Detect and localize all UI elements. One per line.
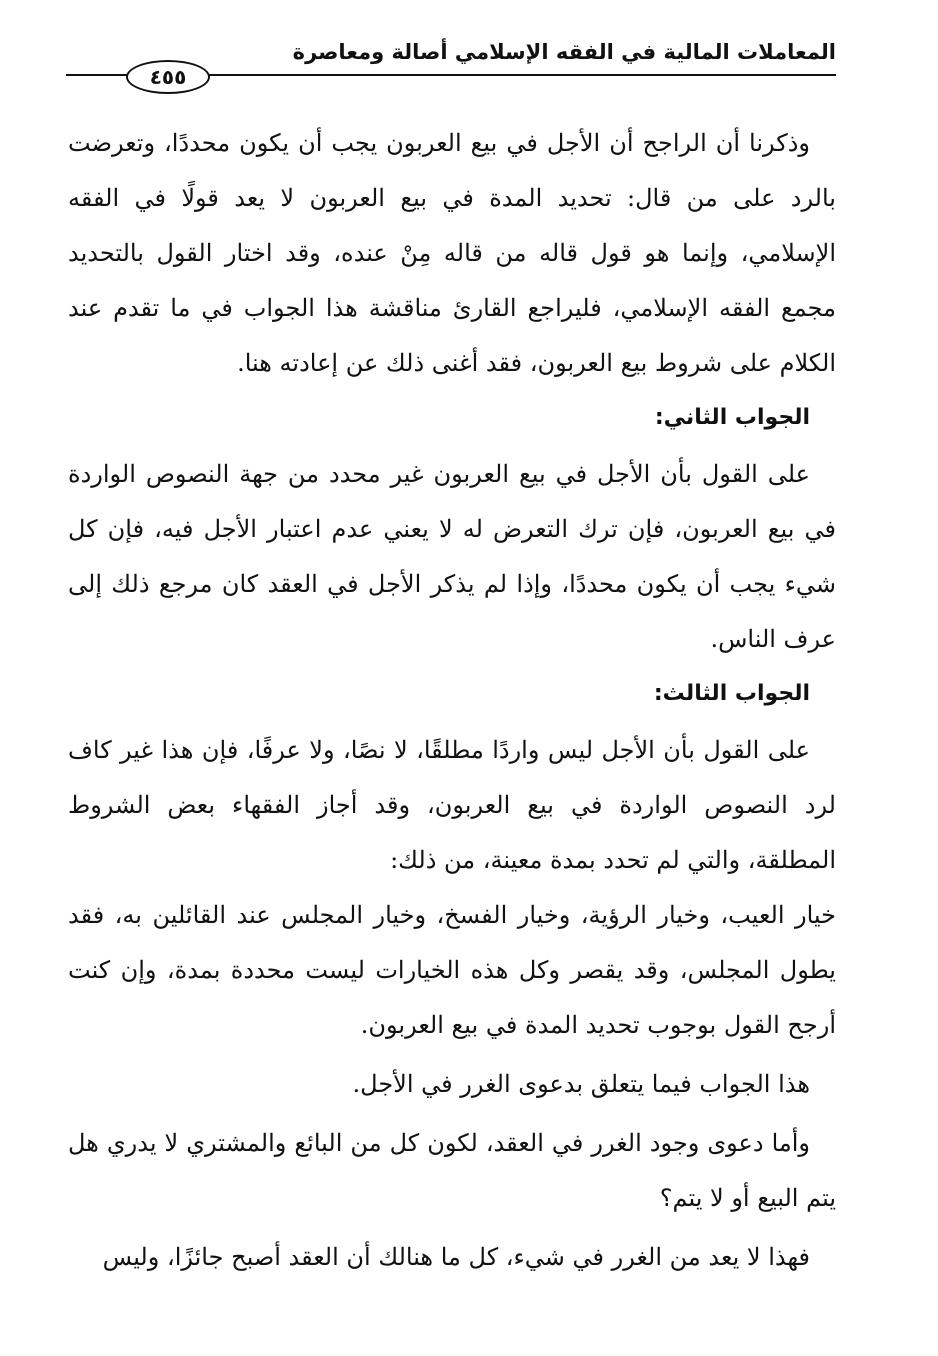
page-body [68,116,836,1285]
heading-second-answer: الجواب الثاني: [654,405,810,430]
paragraph-6: وأما دعوى وجود الغرر في العقد، لكون كل من البائع والمشتري لا يدري هل يتم البيع أو لا يتم؟ [68,1129,836,1212]
paragraph-4: خيار العيب، وخيار الرؤية، وخيار الفسخ، وخيار المجلس عند القائلين به، فقد يطول المجلس، وقد يقصر وكل هذه الخيارات ليست محددة بمدة، وإن كنت أرجح القول بوجوب تحديد المدة في بيع العربون. [68,901,836,1039]
paragraph-5: هذا الجواب فيما يتعلق بدعوى الغرر في الأجل. [352,1070,810,1098]
running-header-title: المعاملات المالية في الفقه الإسلامي أصالة ومعاصرة [292,40,836,64]
paragraph-1: وذكرنا أن الراجح أن الأجل في بيع العربون يجب أن يكون محددًا، وتعرضت بالرد على من قال: تحديد المدة في بيع العربون لا يعد قولًا في الفقه الإسلامي، وإنما هو قول قاله من قاله مِنْ عنده، وقد اختار القول بالتحديد مجمع الفقه الإسلامي، فليراجع القارئ مناقشة هذا الجواب في ما تقدم عند الكلام على شروط بيع العربون، فقد أغنى ذلك عن إعادته هنا. [68,129,836,377]
page-number-badge: ٤٥٥ [126,60,210,94]
paragraph-2: على القول بأن الأجل في بيع العربون غير محدد من جهة النصوص الواردة في بيع العربون، فإن ترك التعرض له لا يعني عدم اعتبار الأجل فيه، فإن كل شيء يجب أن يكون محددًا، وإذا لم يذكر الأجل في العقد كان مرجع ذلك إلى عرف الناس. [68,460,836,653]
paragraph-7: فهذا لا يعد من الغرر في شيء، كل ما هنالك أن العقد أصبح جائزًا، وليس [102,1243,810,1271]
paragraph-3: على القول بأن الأجل ليس واردًا مطلقًا، لا نصًا، ولا عرفًا، فإن هذا غير كاف لرد النصوص الواردة في بيع العربون، وقد أجاز الفقهاء بعض الشروط المطلقة، والتي لم تحدد بمدة معينة، من ذلك: [68,736,836,874]
heading-third-answer: الجواب الثالث: [653,681,810,706]
